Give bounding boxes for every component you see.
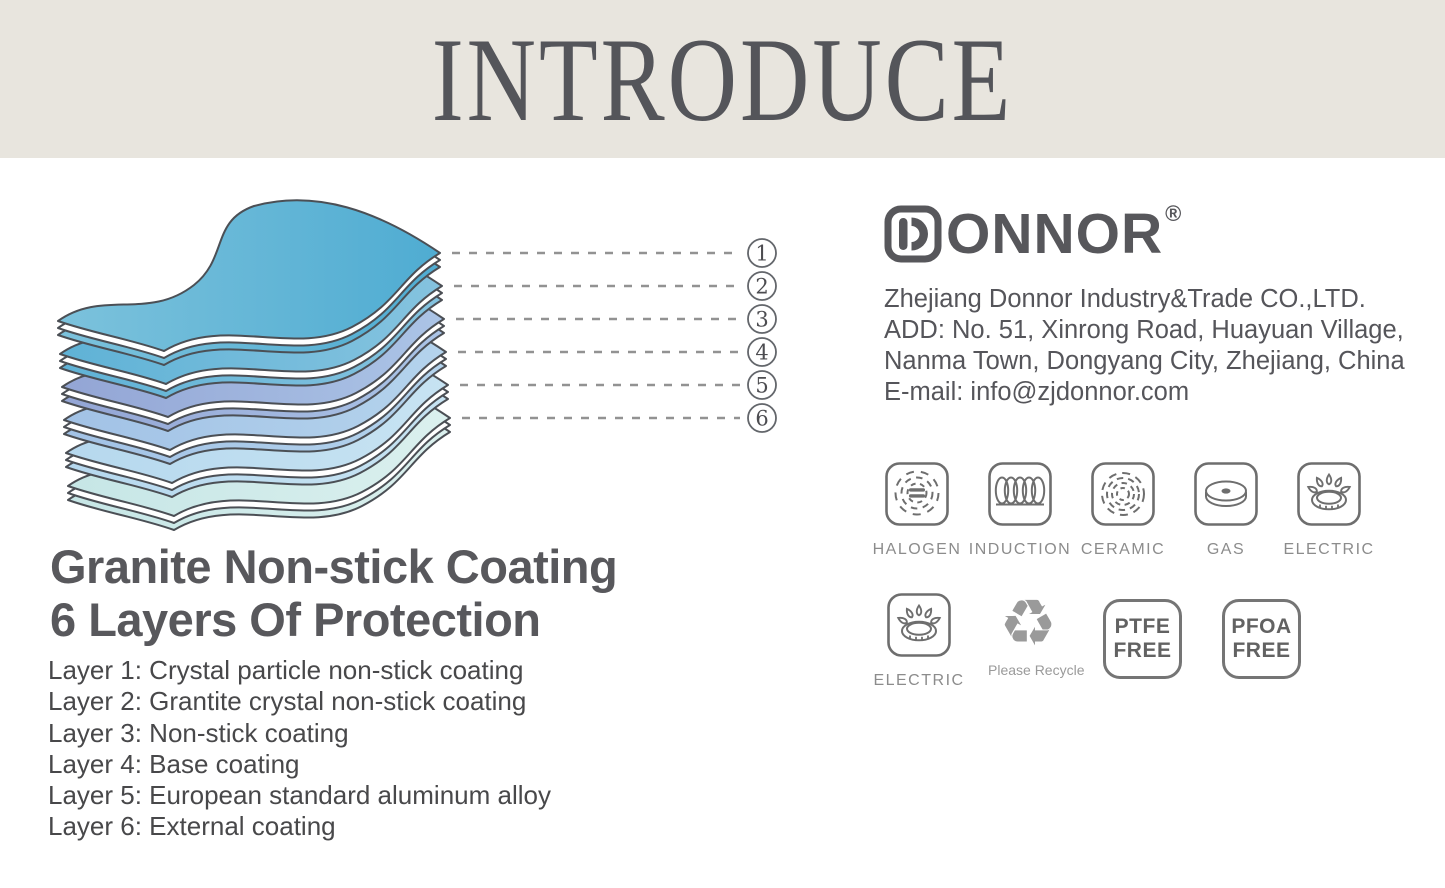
company-email: E-mail: info@zjdonnor.com: [884, 378, 1190, 406]
svg-text:3: 3: [755, 307, 769, 332]
halogen-icon: [884, 461, 950, 527]
brand-logo: [884, 201, 1182, 266]
svg-text:1: 1: [755, 241, 769, 266]
badge-label: CERAMIC: [1080, 541, 1166, 558]
layer-description-list: [48, 655, 748, 843]
recycle-icon: ♻: [999, 587, 1057, 661]
badge-gas: [1193, 461, 1259, 558]
ptfe-line2: FREE: [1113, 639, 1172, 662]
registered-trademark-symbol: ®: [1165, 201, 1182, 226]
list-item: Layer 1: Crystal particle non-stick coating: [48, 655, 524, 685]
badge-halogen: [872, 461, 962, 558]
stove-badges-row: [872, 461, 1399, 558]
list-item: Layer 3: Non-stick coating: [48, 717, 349, 748]
list-item: Layer 6: External coating: [48, 811, 336, 842]
svg-text:4: 4: [755, 340, 769, 365]
callouts-group: [452, 239, 776, 432]
badge-label: ELECTRIC: [873, 672, 965, 689]
company-info: [884, 284, 1429, 408]
recycle-badge: [988, 587, 1085, 678]
list-item: Layer 4: Base coating: [48, 748, 300, 779]
list-item: Layer 5: European standard aluminum alloy: [48, 780, 551, 811]
company-name: Zhejiang Donnor Industry&Trade CO.,LTD.: [884, 285, 1366, 313]
heading-line-2: 6 Layers Of Protection: [50, 593, 541, 646]
svg-text:2: 2: [755, 274, 769, 299]
product-heading: [50, 540, 770, 646]
svg-text:6: 6: [755, 406, 769, 431]
badge-label: GAS: [1206, 541, 1246, 558]
electric-icon: [1296, 461, 1362, 527]
page-title: INTRODUCE: [431, 12, 1014, 146]
badge-electric: [1283, 461, 1375, 558]
badge-ceramic: [1080, 461, 1166, 558]
badge-label: ELECTRIC: [1283, 541, 1375, 558]
badge-label: HALOGEN: [872, 541, 962, 558]
electric-icon: [886, 592, 952, 658]
svg-text:5: 5: [755, 373, 769, 398]
donnor-d-logo-icon: [884, 205, 942, 263]
badge-label: INDUCTION: [968, 541, 1072, 558]
pfoa-line2: FREE: [1232, 639, 1291, 662]
company-address-1: ADD: No. 51, Xinrong Road, Huayuan Village,: [884, 316, 1404, 344]
header-band: [0, 0, 1445, 158]
coating-layers-diagram: [48, 193, 788, 543]
pfoa-free-badge: [1222, 599, 1301, 679]
pfoa-line1: PFOA: [1231, 615, 1292, 638]
recycle-label: Please Recycle: [988, 662, 1085, 678]
ptfe-free-badge: [1103, 599, 1182, 679]
badge-electric-2: [873, 592, 965, 689]
gas-icon: [1193, 461, 1259, 527]
heading-line-1: Granite Non-stick Coating: [50, 540, 618, 593]
company-address-2: Nanma Town, Dongyang City, Zhejiang, China: [884, 347, 1405, 375]
list-item: Layer 2: Grantite crystal non-stick coating: [48, 686, 527, 717]
ptfe-line1: PTFE: [1114, 615, 1171, 638]
ceramic-icon: [1090, 461, 1156, 527]
induction-icon: [987, 461, 1053, 527]
logo-wordmark: ONNOR: [946, 202, 1164, 266]
badge-induction: [968, 461, 1072, 558]
sheets-group: [58, 200, 450, 530]
